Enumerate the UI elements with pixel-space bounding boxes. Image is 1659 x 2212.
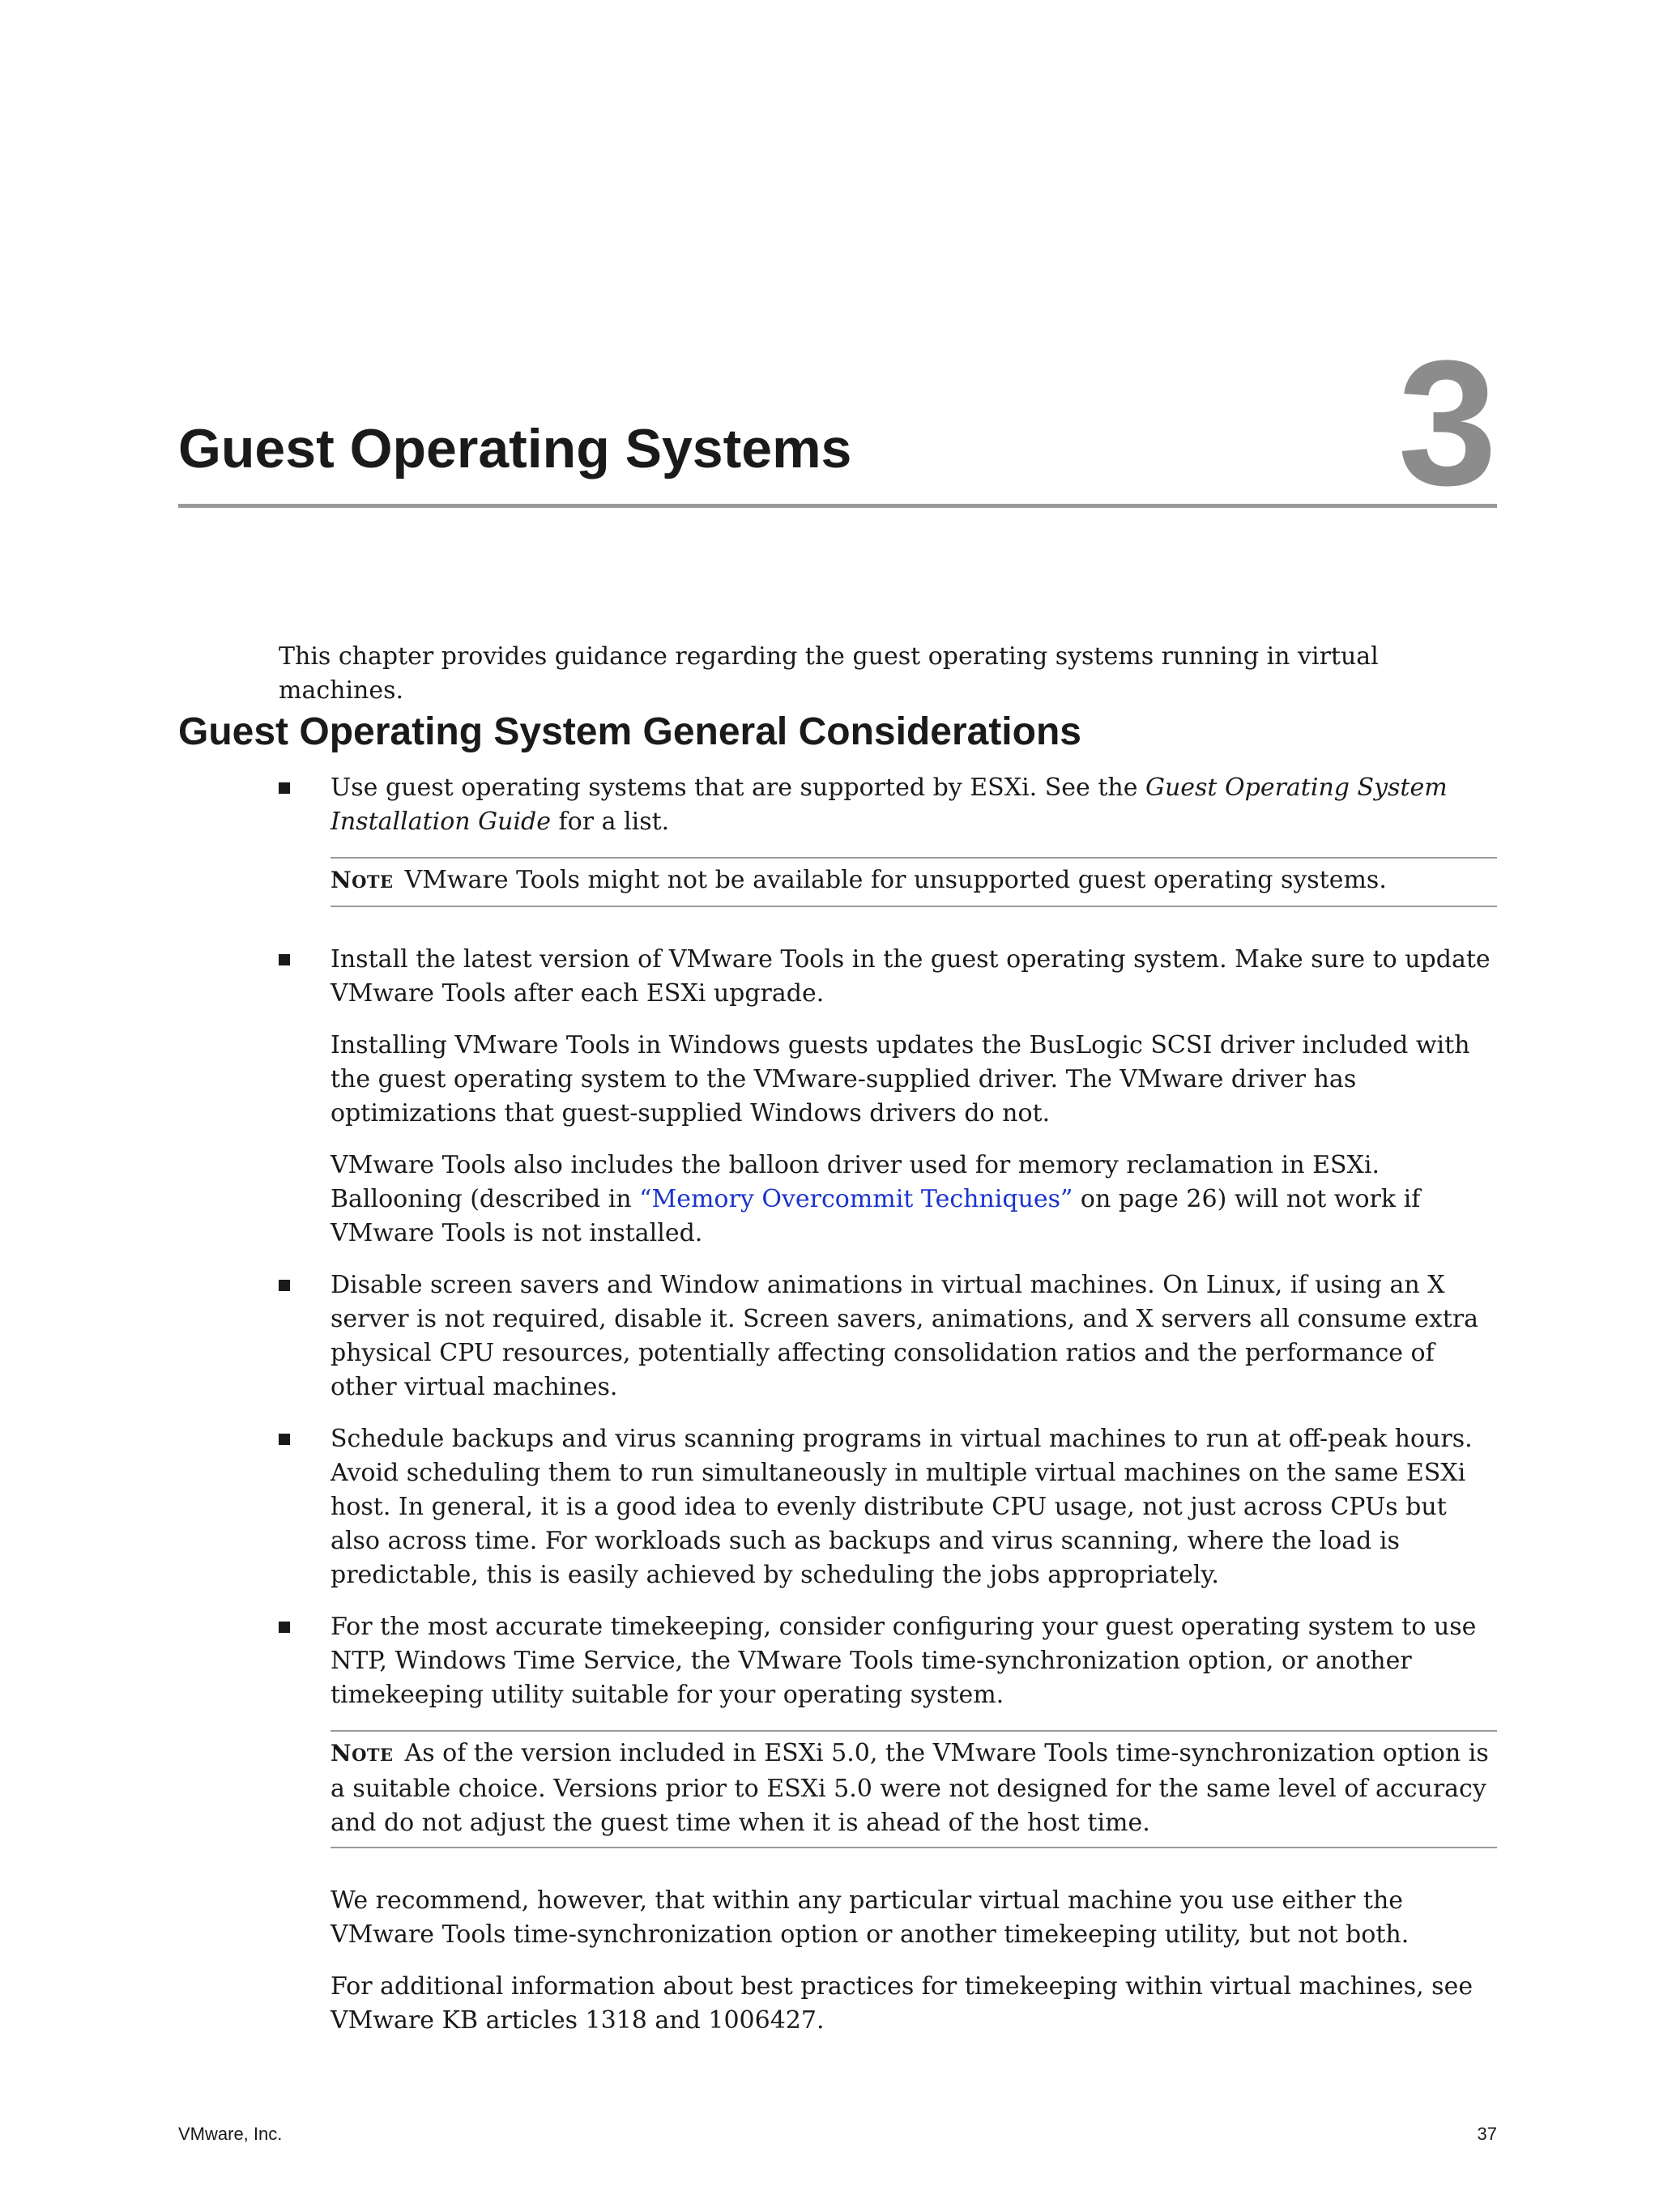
bullet-square-icon xyxy=(279,1622,290,1633)
list-item-text: For the most accurate timekeeping, consider configuring your guest operating system to use NTP, Windows Time Service, the VMware Tools time-synchronization option, or another timekeeping utility suitable for your operating system. xyxy=(331,1613,1477,1709)
list-item-vmware-tools xyxy=(331,943,1497,1251)
footer-company: VMware, Inc. xyxy=(178,2124,283,2144)
bullet-square-icon xyxy=(279,954,290,965)
chapter-title: Guest Operating Systems xyxy=(178,418,852,479)
bullet-square-icon xyxy=(279,1434,290,1445)
bullet-square-icon xyxy=(279,1280,290,1291)
guide-title: Guest Operating System Installation Guide xyxy=(331,774,1448,836)
section-heading: Guest Operating System General Considerations xyxy=(178,710,1081,753)
note-box xyxy=(331,857,1497,907)
chapter-number: 3 xyxy=(1397,323,1497,522)
list-item-text: Schedule backups and virus scanning programs in virtual machines to run at off-peak hours. Avoid scheduling them to run simultaneously in multiple virtual machines on the same ESXi host. In general, it is a good idea to evenly distribute CPU usage, not just across CPUs but also across time. For workloads such as backups and virus scanning, where the load is predictable, this is easily achieved by scheduling the jobs appropriately. xyxy=(331,1425,1473,1589)
note-text: VMware Tools might not be available for unsupported guest operating systems. xyxy=(404,866,1387,894)
note-label: NOTE xyxy=(331,1740,394,1767)
list-item-text: Install the latest version of VMware Tools in the guest operating system. Make sure to update VMware Tools after each ESXi upgrade. xyxy=(331,945,1491,1008)
list-item-timekeeping xyxy=(331,1610,1497,2038)
chapter-intro: This chapter provides guidance regarding the guest operating systems running in virtual machines. xyxy=(279,642,1379,705)
list-item-text: Use guest operating systems that are supported by ESXi. See the Guest Operating System Installation Guide for a list. xyxy=(331,774,1448,836)
list-item-paragraph: VMware Tools also includes the balloon driver used for memory reclamation in ESXi. Ballooning (described in “Memory Overcommit Techniques” on page 26) will not work if VMware Tools is not installed. xyxy=(331,1151,1421,1247)
list-item-backups xyxy=(331,1422,1497,1592)
bullet-square-icon xyxy=(279,782,290,794)
list-item-paragraph: For additional information about best practices for timekeeping within virtual machines, see VMware KB articles 1318 and 1006427. xyxy=(331,1972,1473,2035)
note-label: NOTE xyxy=(331,867,394,893)
footer-page-number: 37 xyxy=(1477,2124,1497,2144)
section-content xyxy=(331,771,1497,2038)
list-item-paragraph: Installing VMware Tools in Windows guests updates the BusLogic SCSI driver included with the guest operating system to the VMware-supplied driver. The VMware driver has optimizations that guest-supplied Windows drivers do not. xyxy=(331,1031,1470,1127)
list-item-text: Disable screen savers and Window animations in virtual machines. On Linux, if using an X server is not required, disable it. Screen savers, animations, and X servers all consume extra physical CPU resources, potentially affecting consolidation ratios and the performance of other virtual machines. xyxy=(331,1271,1479,1401)
chapter-divider xyxy=(178,504,1497,508)
list-item-paragraph: We recommend, however, that within any particular virtual machine you use either the VMware Tools time-synchronization option or another timekeeping utility, but not both. xyxy=(331,1886,1410,1949)
note-text: As of the version included in ESXi 5.0, the VMware Tools time-synchronization option is a suitable choice. Versions prior to ESXi 5.0 were not designed for the same level of accuracy and do not adjust the guest time when it is ahead of the host time. xyxy=(331,1739,1489,1837)
memory-overcommit-link[interactable]: “Memory Overcommit Techniques” xyxy=(639,1185,1073,1213)
note-box xyxy=(331,1730,1497,1848)
list-item-supported-guest-os xyxy=(331,771,1497,907)
list-item-screen-savers xyxy=(331,1268,1497,1404)
